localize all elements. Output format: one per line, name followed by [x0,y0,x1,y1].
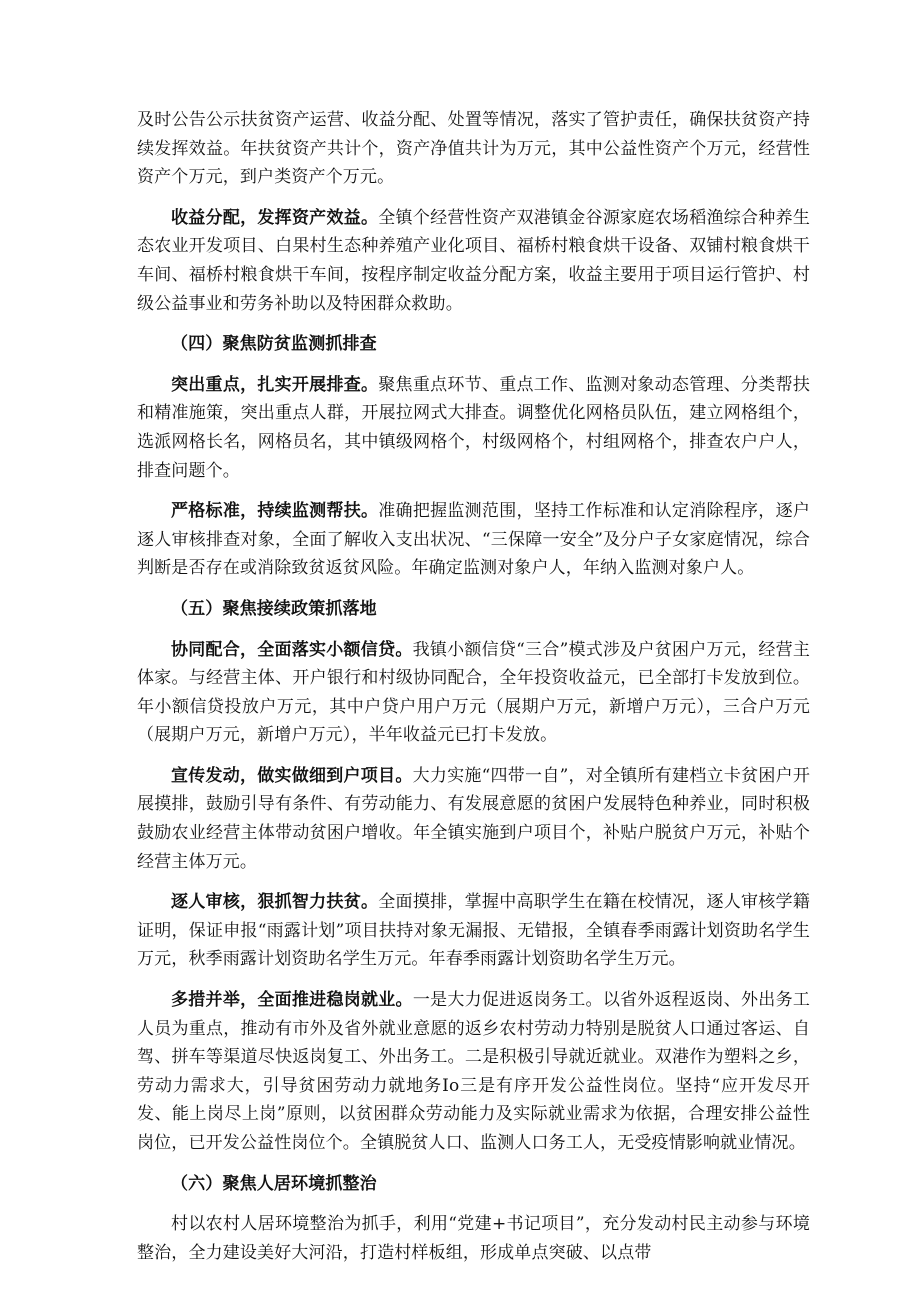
paragraph-lead: 宣传发动，做实做细到户项目。 [171,765,413,786]
paragraph-text: 大力实施“四带一自”，对全镇所有建档立卡贫困户开展摸排，鼓励引导有条件、有劳动能力、有发展意愿的贫困户发展特色种养业，同时积极鼓励农业经营主体带动贫困户增收。年全镇实施到户项目个，补贴户脱贫户万元，补贴个经营主体万元。 [137,765,810,872]
paragraph-education-aid [137,888,810,974]
paragraph-text: 全面摸排，掌握中高职学生在籍在校情况，逐人审核学籍证明，保证申报“雨露计划”项目扶持对象无漏报、无错报，全镇春季雨露计划资助名学生万元，秋季雨露计划资助名学生万元。年春季雨露计划资助名学生万元。 [137,892,810,970]
paragraph-income-distribution [137,204,810,318]
section-heading-4: （四）聚焦防贫监测抓排查 [171,334,377,355]
section-heading-5: （五）聚焦接续政策抓落地 [171,598,377,619]
paragraph-focus-investigation [137,371,810,485]
paragraph-environment [137,1210,810,1267]
paragraph-text: 一是大力促进返岗务工。以省外返程返岗、外出务工人员为重点，推动有市外及省外就业意愿的返乡农村劳动力特别是脱贫人口通过客运、自驾、拼车等渠道尽快返岗复工、外出务工。二是积极引导就近就业。双港作为塑料之乡，劳动力需求大，引导贫困劳动力就地务Io三是有序开发公益性岗位。坚持“应开发尽开发、能上岗尽上岗”原则，以贫困群众劳动能力及实际就业需求为依据，合理安排公益性岗位，已开发公益性岗位个。全镇脱贫人口、监测人口务工人，无受疫情影响就业情况。 [137,990,810,1153]
paragraph-text: 我镇小额信贷“三合”模式涉及户贫困户万元，经营主体家。与经营主体、开户银行和村级协同配合，全年投资收益元，已全部打卡发放到位。年小额信贷投放户万元，其中户贷户用户万元（展期户万元，新增户万元），三合户万元（展期户万元，新增户万元），半年收益元已打卡发放。 [137,639,810,746]
paragraph-lead: 多措并举，全面推进稳岗就业。 [171,990,413,1011]
paragraph-lead: 突出重点，扎实开展排查。 [171,374,379,395]
paragraph-text: 全镇个经营性资产双港镇金谷源家庭农场稻渔综合种养生态农业开发项目、白果村生态种养殖产业化项目、福桥村粮食烘干设备、双铺村粮食烘干车间、福桥村粮食烘干车间，按程序制定收益分配方案，收益主要用于项目运行管护、村级公益事业和劳务补助以及特困群众救助。 [137,207,810,314]
paragraph-household-projects [137,762,810,876]
paragraph-microcredit [137,636,810,750]
paragraph-lead: 协同配合，全面落实小额信贷。 [171,639,413,660]
paragraph-text: 准确把握监测范围，坚持工作标准和认定消除程序，逐户逐人审核排查对象，全面了解收入支出状况、“三保障一安全”及分户子女家庭情况，综合判断是否存在或消除致贫返贫风险。年确定监测对象户人，年纳入监测对象户人。 [137,501,810,579]
paragraph-text: 聚焦重点环节、重点工作、监测对象动态管理、分类帮扶和精准施策，突出重点人群，开展拉网式大排查。调整优化网格员队伍，建立网格组个，选派网格长名，网格员名，其中镇级网格个，村级网格个，村组网格个，排查农户户人，排查问题个。 [137,374,810,481]
paragraph-strict-monitoring [137,497,810,583]
paragraph-employment [137,986,810,1158]
paragraph-text: 村以农村人居环境整治为抓手，利用“党建+书记项目”，充分发动村民主动参与环境整治，全力建设美好大河沿，打造村样板组，形成单点突破、以点带 [137,1214,810,1263]
paragraph-lead: 收益分配，发挥资产效益。 [171,207,379,228]
paragraph-text: 及时公告公示扶贫资产运营、收益分配、处置等情况，落实了管护责任，确保扶贫资产持续发挥效益。年扶贫资产共计个，资产净值共计为万元，其中公益性资产个万元，经营性资产个万元，到户类资产个万元。 [137,110,810,188]
paragraph-lead: 严格标准，持续监测帮扶。 [171,501,379,522]
section-heading-6: （六）聚焦人居环境抓整治 [171,1173,377,1194]
paragraph-asset-disclosure [137,106,810,192]
paragraph-lead: 逐人审核，狠抓智力扶贫。 [171,892,379,913]
